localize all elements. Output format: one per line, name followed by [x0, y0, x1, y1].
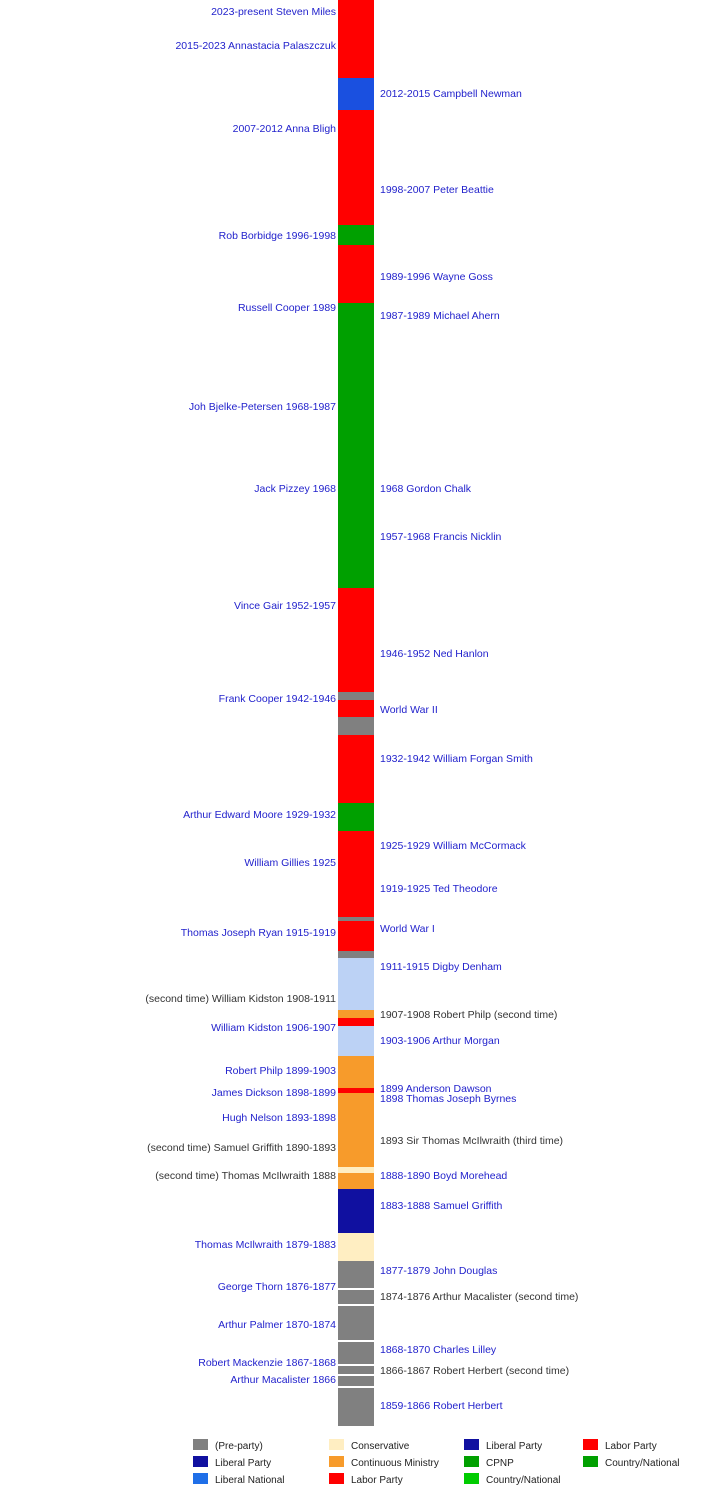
bar-segment-campbell-newman [338, 78, 374, 110]
legend-label: Liberal National [215, 1475, 285, 1486]
bar-segment-country-national-long [338, 303, 374, 588]
label-james-dickson: James Dickson 1898-1899 [211, 1087, 336, 1099]
legend-swatch-continuous-ministry [329, 1456, 344, 1467]
bar-segment-steven-miles [338, 0, 374, 78]
legend-swatch-conservative [329, 1439, 344, 1450]
legend-swatch-labor-party-2 [583, 1439, 598, 1450]
label-thomas-mcilwraith: Thomas McIlwraith 1879-1883 [194, 1239, 336, 1251]
legend-label: Liberal Party [486, 1441, 543, 1452]
label-charles-lilley: 1868-1870 Charles Lilley [380, 1344, 497, 1356]
label-annastacia-palaszczuk: 2015-2023 Annastacia Palaszczuk [175, 40, 336, 52]
legend-label: Country/National [605, 1458, 680, 1469]
legend-column-3 [464, 1438, 560, 1489]
legend-swatch-liberal-national [193, 1473, 208, 1484]
label-arthur-morgan: 1903-1906 Arthur Morgan [380, 1035, 500, 1047]
label-ned-hanlon: 1946-1952 Ned Hanlon [380, 648, 489, 660]
label-thomas-joseph-byrnes: 1898 Thomas Joseph Byrnes [380, 1093, 517, 1105]
bar-segment-forgan-smith [338, 735, 374, 803]
legend-label: (Pre-party) [215, 1441, 263, 1452]
legend-swatch-country-national [583, 1456, 598, 1467]
label-anna-bligh: 2007-2012 Anna Bligh [232, 123, 336, 135]
legend-label: CPNP [486, 1458, 514, 1469]
label-thomas-joseph-ryan: Thomas Joseph Ryan 1915-1919 [180, 927, 336, 939]
legend-column-1 [193, 1438, 285, 1489]
label-steven-miles: 2023-present Steven Miles [211, 6, 336, 18]
bar-divider-2 [338, 1304, 374, 1306]
legend-item [193, 1438, 285, 1455]
legend-item [464, 1455, 560, 1472]
bar-divider-6 [338, 1386, 374, 1388]
bar-segment-frank-cooper [338, 687, 374, 703]
legend-item [329, 1472, 439, 1489]
bar-segment-anna-bligh [338, 110, 374, 225]
legend-item [193, 1472, 285, 1489]
label-frank-cooper: Frank Cooper 1942-1946 [218, 693, 336, 705]
bar-segment-wwi-grey-bottom [338, 951, 374, 958]
label-joh-bjelke-petersen: Joh Bjelke-Petersen 1968-1987 [188, 401, 336, 413]
bar-segment-mccormack-theodore [338, 831, 374, 917]
legend-item [583, 1455, 679, 1472]
label-robert-mackenzie: Robert Mackenzie 1867-1868 [198, 1357, 336, 1369]
label-world-war-one: World War I [380, 923, 435, 935]
label-francis-nicklin: 1957-1968 Francis Nicklin [380, 531, 502, 543]
label-jack-pizzey: Jack Pizzey 1968 [254, 483, 336, 495]
label-wayne-goss: 1989-1996 Wayne Goss [380, 271, 493, 283]
label-william-kidston: William Kidston 1906-1907 [211, 1022, 336, 1034]
legend-column-4 [583, 1438, 679, 1472]
legend-swatch-liberal-party-dark [464, 1439, 479, 1450]
legend-item [583, 1438, 679, 1455]
legend-label: Liberal Party [215, 1458, 272, 1469]
bar-segment-william-kidston-second [338, 988, 374, 1010]
label-michael-ahern: 1987-1989 Michael Ahern [380, 310, 500, 322]
bar-divider-3 [338, 1340, 374, 1342]
bar-divider-4 [338, 1364, 374, 1366]
legend-swatch-country-national-light [464, 1473, 479, 1484]
label-arthur-palmer: Arthur Palmer 1870-1874 [218, 1319, 336, 1331]
bar-segment-vince-gair [338, 588, 374, 687]
legend-swatch-pre-party [193, 1439, 208, 1450]
legend-label: Labor Party [605, 1441, 657, 1452]
legend-label: Continuous Ministry [351, 1458, 439, 1469]
label-world-war-two: World War II [380, 704, 438, 716]
label-anderson-dawson: 1899 Anderson Dawson [380, 1083, 492, 1095]
legend-label: Country/National [486, 1475, 561, 1486]
label-boyd-morehead: 1888-1890 Boyd Morehead [380, 1170, 508, 1182]
legend-item [329, 1438, 439, 1455]
legend-swatch-cpnp [464, 1456, 479, 1467]
bar-segment-arthur-edward-moore [338, 803, 374, 831]
bar-segment-wwii-grey [338, 717, 374, 735]
bar-divider-5 [338, 1374, 374, 1376]
legend-item [193, 1455, 285, 1472]
label-campbell-newman: 2012-2015 Campbell Newman [380, 88, 522, 100]
label-peter-beattie: 1998-2007 Peter Beattie [380, 184, 494, 196]
bar-segment-wayne-goss [338, 245, 374, 303]
legend-label: Labor Party [351, 1475, 403, 1486]
legend-item [329, 1455, 439, 1472]
label-samuel-griffith-second: (second time) Samuel Griffith 1890-1893 [147, 1142, 336, 1154]
bar-segment-wwii-break [338, 703, 374, 717]
label-vince-gair: Vince Gair 1952-1957 [234, 600, 336, 612]
legend-label: Conservative [351, 1441, 410, 1452]
bar-segment-digby-denham [338, 958, 374, 988]
label-william-gillies: William Gillies 1925 [244, 857, 336, 869]
bar-segment-mcilwraith-third [338, 1145, 374, 1167]
bar-segment-thomas-mcilwraith [338, 1233, 374, 1261]
label-robert-philp: Robert Philp 1899-1903 [225, 1065, 336, 1077]
label-samuel-griffith: 1883-1888 Samuel Griffith [380, 1200, 503, 1212]
label-digby-denham: 1911-1915 Digby Denham [380, 961, 502, 973]
bar-segment-samuel-griffith [338, 1189, 374, 1233]
bar-segment-william-kidston [338, 1018, 374, 1026]
legend-column-2 [329, 1438, 439, 1489]
label-gordon-chalk: 1968 Gordon Chalk [380, 483, 472, 495]
label-robert-herbert: 1859-1866 Robert Herbert [380, 1400, 503, 1412]
label-rob-borbidge: Rob Borbidge 1996-1998 [218, 230, 336, 242]
bar-segment-robert-philp-second [338, 1010, 374, 1018]
label-russell-cooper: Russell Cooper 1989 [237, 302, 336, 314]
legend-swatch-labor-party [329, 1473, 344, 1484]
bar-segment-arthur-morgan [338, 1026, 374, 1056]
label-ted-theodore: 1919-1925 Ted Theodore [380, 883, 498, 895]
label-george-thorn: George Thorn 1876-1877 [217, 1281, 336, 1293]
bar-segment-thomas-joseph-ryan [338, 921, 374, 951]
bar-segment-boyd-morehead [338, 1173, 374, 1189]
legend-swatch-liberal-party [193, 1456, 208, 1467]
legend-item [464, 1472, 560, 1489]
legend-item [464, 1438, 560, 1455]
label-arthur-edward-moore: Arthur Edward Moore 1929-1932 [183, 809, 336, 821]
label-thomas-mcilwraith-second: (second time) Thomas McIlwraith 1888 [155, 1170, 336, 1182]
bar-segment-pre-party-grey [338, 1261, 374, 1426]
bar-segment-dickson-byrnes-nelson [338, 1093, 374, 1145]
label-arthur-macalister: Arthur Macalister 1866 [230, 1374, 336, 1386]
bar-segment-robert-philp [338, 1056, 374, 1088]
label-robert-philp-second: 1907-1908 Robert Philp (second time) [380, 1009, 558, 1021]
label-robert-herbert-second: 1866-1867 Robert Herbert (second time) [380, 1365, 570, 1377]
bar-segment-rob-borbidge [338, 225, 374, 245]
label-arthur-macalister-second: 1874-1876 Arthur Macalister (second time) [380, 1291, 579, 1303]
label-hugh-nelson: Hugh Nelson 1893-1898 [222, 1112, 336, 1124]
label-william-kidston-second: (second time) William Kidston 1908-1911 [145, 993, 336, 1005]
label-john-douglas: 1877-1879 John Douglas [380, 1265, 498, 1277]
label-william-forgan-smith: 1932-1942 William Forgan Smith [380, 753, 533, 765]
label-thomas-mcilwraith-third: 1893 Sir Thomas McIlwraith (third time) [380, 1135, 564, 1147]
label-william-mccormack: 1925-1929 William McCormack [380, 840, 526, 852]
bar-divider-1 [338, 1288, 374, 1290]
